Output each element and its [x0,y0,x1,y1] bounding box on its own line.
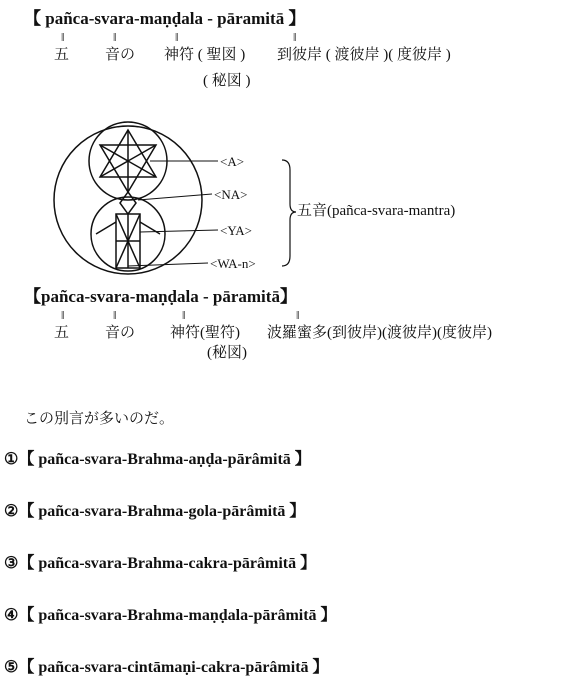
pointer-line-ya [140,230,218,232]
label-wan: <WA-n> [210,256,256,271]
word-five: 五 [54,47,70,63]
word-paramita: 到彼岸 ( 渡彼岸 )( 度彼岸 ) [277,47,451,63]
list-item: ⑤【 pañca-svara-cintāmaṇi-cakra-pārâmitā 】 [4,659,329,676]
equals-mark: ‖ [61,308,65,322]
equals-mark: ‖ [175,30,179,44]
equals-mark: ‖ [113,308,117,322]
list-item: ①【 pañca-svara-Brahma-aṇḍa-pārâmitā 】 [4,451,311,468]
word-paramita: 波羅蜜多(到彼岸)(渡彼岸)(度彼岸) [267,325,492,341]
list-item: ④【 pañca-svara-Brahma-maṇḍala-pārâmitā 】 [4,607,337,624]
label-na: <NA> [214,187,248,202]
list-item: ③【 pañca-svara-Brahma-cakra-pārâmitā 】 [4,555,317,572]
label-a: <A> [220,154,245,169]
header-1: 【 pañca-svara-maṇḍala - pāramitā 】 [24,9,306,28]
hexagram-down [100,145,156,192]
hexagram-up [100,130,156,177]
word-five: 五 [54,325,70,341]
word-sound: 音の [105,325,136,341]
small-diamond [120,192,136,214]
word-divine-sign: 神符(聖符) [170,325,240,341]
pointer-line-wan [128,263,208,266]
body-rect [116,214,140,268]
word-secret-figure: ( 秘図 ) [203,73,251,89]
label-ya: <YA> [220,223,252,238]
header-2: 【pañca-svara-maṇḍala - pāramitā】 [24,287,297,306]
pointer-line-na [138,194,212,200]
word-sound: 音の [105,47,136,63]
equals-mark: ‖ [61,30,65,44]
note-text: この別言が多いのだ。 [24,411,175,427]
five-sounds-label: 五音(pañca-svara-mantra) [297,203,456,219]
equals-mark: ‖ [182,308,186,322]
upper-circle [89,122,167,200]
outer-circle [54,126,202,274]
brace [282,160,296,266]
equals-mark: ‖ [293,30,297,44]
word-divine-sign: 神符 ( 聖図 ) [164,47,246,63]
word-secret-figure: (秘図) [207,345,247,361]
equals-mark: ‖ [113,30,117,44]
lower-circle [91,197,165,271]
list-item: ②【 pañca-svara-Brahma-gola-pārâmitā 】 [4,503,306,520]
equals-mark: ‖ [296,308,300,322]
